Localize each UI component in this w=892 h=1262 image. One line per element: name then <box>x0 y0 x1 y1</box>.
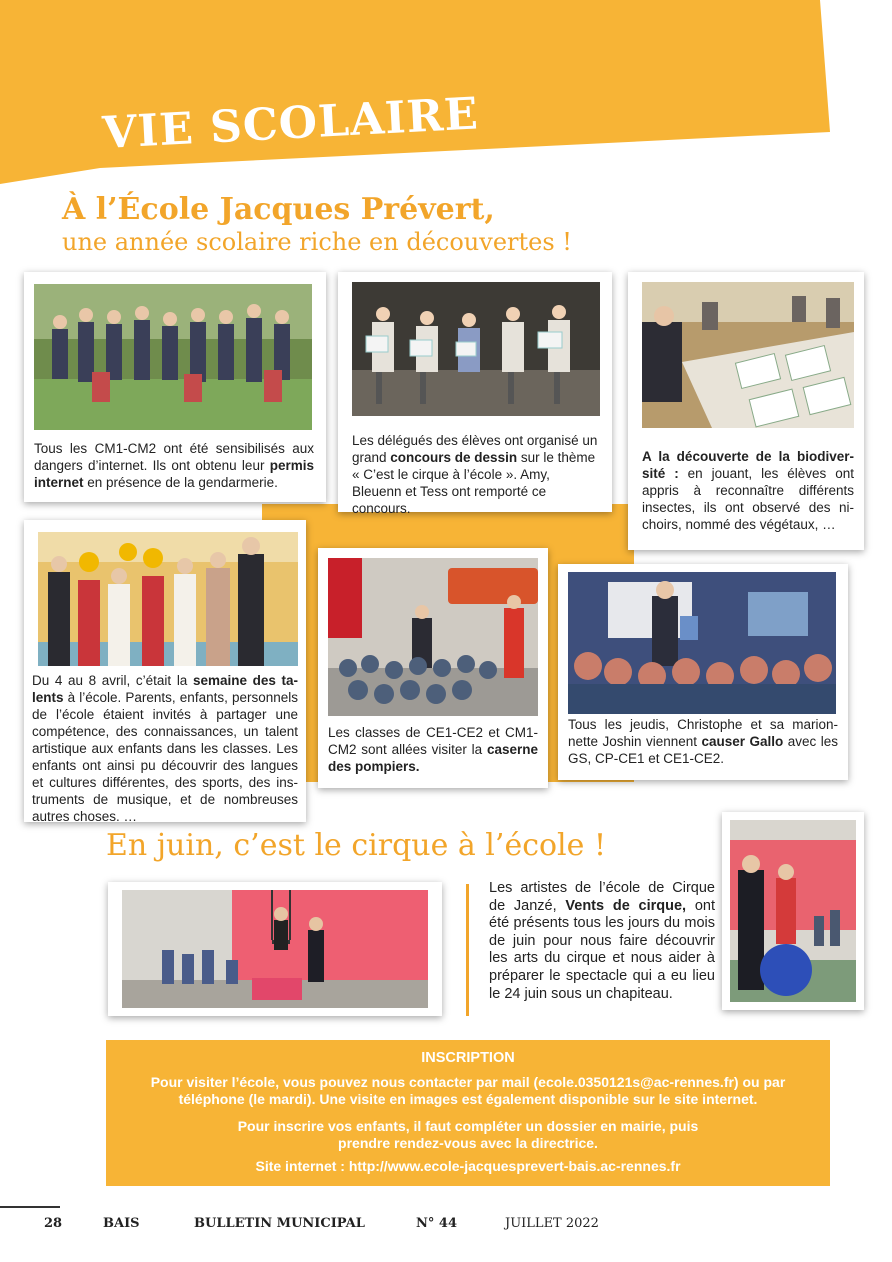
footer-page-number: 28 <box>44 1216 63 1231</box>
classroom-tables-photo <box>642 282 854 428</box>
footer-rule <box>0 1206 60 1208</box>
inscription-box <box>106 1040 830 1186</box>
fire-station-visit-photo <box>328 558 538 716</box>
caption-firemen: Les classes de CE1-CE2 et CM1-CM2 sont allées visiter la caserne des pompiers. <box>328 725 538 774</box>
footer-issue: N° 44 <box>416 1216 457 1231</box>
inscription-website[interactable]: Site internet : http://www.ecole-jacquesprevert-bais.ac-rennes.fr <box>255 1158 681 1174</box>
caption-drawing: Les délégués des élèves ont organisé un grand concours de dessin sur le thème « C’est le cirque à l’école ». Amy, Bleuenn et Tess ont remporté ce concours. <box>352 433 598 516</box>
circus-text: Les artistes de l’école de Cirque de Janzé, Vents de cirque, ont été présents tous les jours du mois de juin pour nous faire découvrir les arts du cirque et nous aider à préparer le spectacle qui a eu lieu le 24 juin sous un chapiteau. <box>489 880 715 1002</box>
footer-bulletin: BULLETIN MUNICIPAL <box>194 1216 365 1231</box>
inscription-title: INSCRIPTION <box>421 1050 515 1066</box>
section-title: VIE SCOLAIRE <box>101 88 480 159</box>
school-title: À l’École Jacques Prévert, <box>62 192 495 227</box>
children-holding-drawings-photo <box>352 282 600 416</box>
gym-trapeze-photo <box>122 890 428 1008</box>
caption-internet: Tous les CM1-CM2 ont été sensibilisés aux dangers d’internet. Ils ont obtenu leur permis internet en présence de la gendarmerie. <box>34 441 314 490</box>
children-outdoor-group-photo <box>34 284 312 430</box>
costumed-group-photo <box>38 532 298 666</box>
card-internet <box>24 272 326 502</box>
caption-talents: Du 4 au 8 avril, c’était la semaine des ta-lents à l’école. Parents, enfants, personnels de l’école étaient invités à partager une compétence, des connaissances, un talent artistique aux enfants dans les classes. Les enfants ont ainsi pu découvrir des langues et cultures différentes, des sports, des ins-truments de musique, et de nombreuses autres choses. … <box>32 673 298 824</box>
circus-photo-left-frame <box>108 882 442 1016</box>
school-subtitle: une année scolaire riche en découvertes ! <box>62 228 572 256</box>
child-on-ball-photo <box>730 820 856 1002</box>
circus-photo-right-frame <box>722 812 864 1010</box>
inscription-enrol-text: Pour inscrire vos enfants, il faut compléter un dossier en mairie, puis prendre rendez-vous avec la directrice. <box>237 1118 699 1151</box>
card-gallo <box>558 564 848 780</box>
footer-town: BAIS <box>103 1216 140 1231</box>
card-talents <box>24 520 306 822</box>
card-drawing <box>338 272 612 516</box>
footer-date: JUILLET 2022 <box>505 1216 599 1231</box>
puppet-class-photo <box>568 572 836 714</box>
circus-heading: En juin, c’est le cirque à l’école ! <box>106 828 606 863</box>
caption-biodiversity: A la découverte de la biodiver-sité : en jouant, les élèves ont appris à reconnaître différents insectes, ils ont observé des ni-choirs, nommé des végétaux, … <box>642 449 854 532</box>
inscription-visit-text: Pour visiter l’école, vous pouvez nous contacter par mail (ecole.0350121s@ac-rennes.fr) ou par téléphone (le mardi). Une visite en images est également disponible sur le site internet. <box>150 1074 786 1107</box>
card-firemen <box>318 548 548 788</box>
card-biodiversity <box>628 272 864 550</box>
circus-divider <box>466 884 469 1016</box>
caption-gallo: Tous les jeudis, Christophe et sa marion-nette Joshin viennent causer Gallo avec les GS, CP-CE1 et CE1-CE2. <box>568 717 838 766</box>
